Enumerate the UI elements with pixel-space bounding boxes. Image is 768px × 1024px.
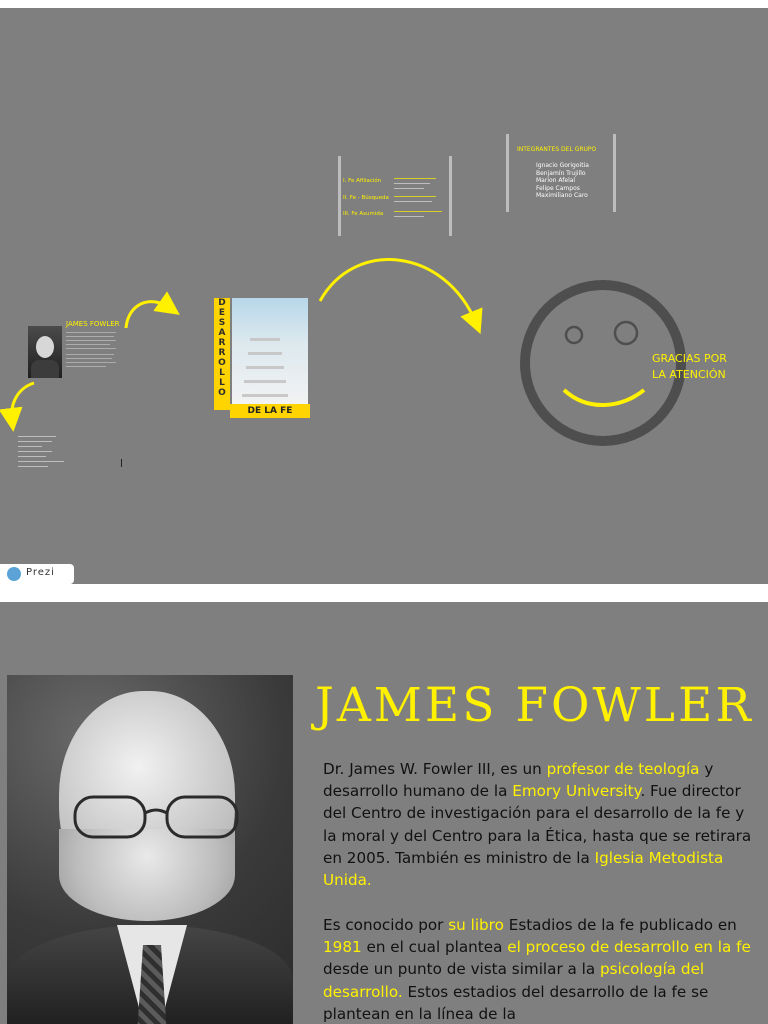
prezi-overview-canvas[interactable] [0, 8, 768, 584]
fe-item-2: II. Fe - Búsqueda [343, 195, 389, 201]
fe-item-3: III. Fe Asumida [343, 211, 384, 217]
member-name: Benjamín Trujillo [536, 169, 586, 177]
fe-item-1: I. Fe Afiliación [343, 178, 382, 184]
prezi-logo-icon [7, 567, 21, 581]
integrantes-list [536, 162, 616, 200]
member-name: Marion Afelal [536, 177, 576, 184]
book-stairs-image [232, 298, 308, 406]
slide-title: JAMES FOWLER [315, 678, 754, 733]
bio-paragraph: Dr. James W. Fowler III, es un profesor de teología y desarrollo humano de la Emory University. Fue director del Centro de investigación para el desarrollo de la fe y la moral y del Centro para la Ética, hasta que se retirara en 2005. También es ministro de la Iglesia Metodista Unida. [323, 760, 752, 890]
book-paragraph: Es conocido por su libro Estadios de la fe publicado en 1981 en el cual plantea el proceso de desarrollo en la fe desde un punto de vista similar a la psicología del desarrollo. Estos estadios del desarrollo de la fe se plantean en la línea de la [323, 916, 751, 1023]
book-bottom-title: DE LA FE [230, 404, 310, 418]
mini-fowler-title: JAMES FOWLER [66, 320, 120, 328]
gracias-text: GRACIAS POR LA ATENCIÓN [652, 352, 727, 381]
member-name: Maximiliano Caro [536, 192, 588, 199]
prezi-label: Prezi [26, 567, 55, 578]
slide-separator [0, 584, 768, 602]
james-fowler-slide[interactable] [0, 602, 768, 1024]
member-name: Ignacio Gorigoitia [536, 162, 589, 169]
member-name: Felipe Campos [536, 184, 580, 192]
book-cover[interactable] [214, 298, 310, 422]
integrantes-title: INTEGRANTES DEL GRUPO [517, 146, 597, 153]
prezi-badge[interactable] [0, 564, 74, 584]
book-vertical-title: D E S A R R O L L O [214, 298, 230, 410]
james-fowler-photo [7, 675, 293, 1024]
